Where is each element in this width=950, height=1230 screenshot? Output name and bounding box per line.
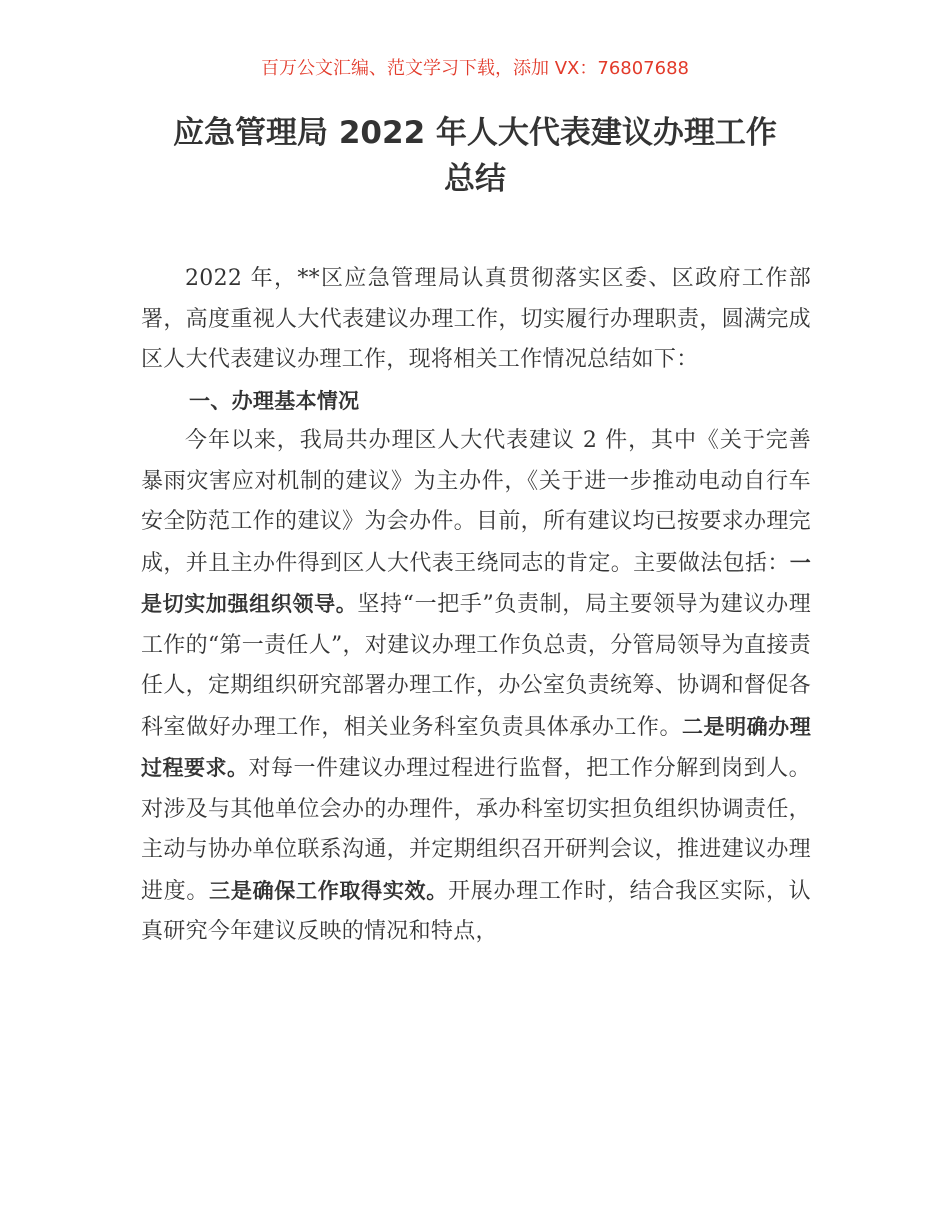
text-run: 开展办理工作时，结合我区实际，认真研究今年建议反映的情况和特点，: [141, 878, 811, 944]
document-body: [141, 259, 811, 953]
document-title: [110, 110, 840, 202]
bold-point-2: 二是明确办理过程要求。: [141, 714, 811, 780]
promo-banner: 百万公文汇编、范文学习下载，添加 VX：76807688: [261, 58, 689, 79]
title-line-2: 总结: [444, 161, 506, 197]
bold-point-3: 三是确保工作取得实效。: [209, 878, 448, 903]
text-run: 今年以来，我局共办理区人大代表建议 2 件，其中《关于完善暴雨灾害应对机制的建议》为主办件，《关于进一步推动电动自行车安全防范工作的建议》为会办件。目前，所有建议均已按要求办理完成，并且主办件得到区人大代表王绕同志的肯定。主要做法包括：: [141, 428, 811, 576]
intro-paragraph: 2022 年，**区应急管理局认真贯彻落实区委、区政府工作部署，高度重视人大代表建议办理工作，切实履行办理职责，圆满完成区人大代表建议办理工作，现将相关工作情况总结如下：: [141, 266, 811, 372]
text-run: 坚持“一把手”负责制，局主要领导为建议办理工作的“第一责任人”，对建议办理工作负总责，分管局领导为直接责任人，定期组织研究部署办理工作，办公室负责统筹、协调和督促各科室做好办理工作，相关业务科室负责具体承办工作。: [141, 592, 812, 740]
section-heading-1: 一、办理基本情况: [189, 388, 360, 413]
text-run: 对每一件建议办理过程进行监督，把工作分解到岗到人。对涉及与其他单位会办的办理件，承办科室切实担负组织协调责任，主动与协办单位联系沟通，并定期组织召开研判会议，推进建议办理进度。: [141, 756, 811, 904]
section-1-paragraph: [141, 421, 811, 953]
bold-point-1: 一是切实加强组织领导。: [141, 550, 811, 616]
title-line-1: 应急管理局 2022 年人大代表建议办理工作: [173, 115, 777, 151]
